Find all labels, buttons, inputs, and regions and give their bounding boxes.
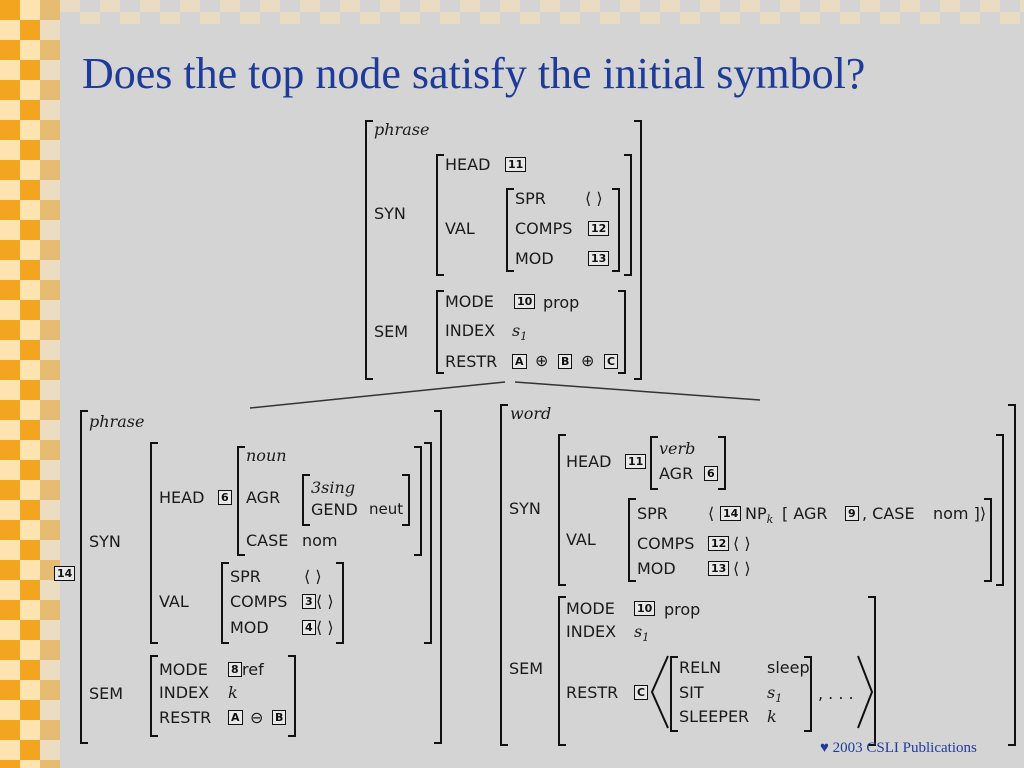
left-mode-value: ref	[242, 660, 264, 679]
right-avm-left-bracket	[500, 404, 508, 746]
heart-icon: ♥	[820, 740, 829, 756]
left-agr-type: 3sing	[311, 478, 356, 497]
left-val-label: VAL	[159, 592, 189, 611]
left-agr-left-bracket	[302, 474, 310, 526]
left-avm-right-bracket	[434, 410, 442, 744]
right-sit-label: SIT	[679, 683, 704, 702]
right-mod-label: MOD	[637, 559, 676, 578]
top-avm-left-bracket	[365, 120, 373, 380]
right-head-label: HEAD	[566, 452, 612, 471]
right-restr-ellipsis: , . . .	[818, 684, 854, 703]
left-syn-right-bracket	[424, 442, 432, 644]
left-gend-value: neut	[369, 500, 404, 518]
top-head-tag: 11	[505, 157, 526, 172]
footer-copyright	[820, 740, 977, 757]
right-sleeper-value: k	[767, 707, 777, 726]
top-oplus-1: ⊕	[535, 351, 549, 370]
left-agr-right-bracket	[402, 474, 410, 526]
top-syn-left-bracket	[436, 154, 444, 276]
right-mode-tag: 10	[634, 601, 655, 616]
left-sem-left-bracket	[150, 655, 158, 737]
right-val-left-bracket	[628, 498, 636, 582]
top-index-value: $s_1$	[512, 321, 528, 344]
top-spr-label: SPR	[515, 189, 546, 208]
left-head-label: HEAD	[159, 488, 205, 507]
left-head-type: noun	[246, 446, 287, 465]
left-mod-value: ⟨ ⟩	[316, 618, 334, 637]
right-spr-agr: [ AGR	[782, 504, 828, 523]
left-syn-label: SYN	[89, 532, 121, 551]
top-restr-label: RESTR	[445, 352, 498, 371]
right-head-right-bracket	[718, 436, 726, 490]
right-index-value: $s_1$	[634, 622, 650, 645]
left-case-value: nom	[302, 531, 338, 550]
left-val-right-bracket	[336, 562, 344, 644]
top-index-label: INDEX	[445, 321, 496, 340]
right-sit-value: $s_1$	[767, 683, 783, 706]
left-head-right-bracket	[414, 446, 422, 556]
left-val-left-bracket	[221, 562, 229, 644]
top-val-left-bracket	[506, 188, 514, 272]
top-avm-right-bracket	[634, 120, 642, 380]
left-index-value: k	[228, 683, 238, 702]
top-sem-label: SEM	[374, 322, 409, 341]
left-spr-value: ⟨ ⟩	[304, 567, 322, 586]
right-head-left-bracket	[650, 436, 658, 490]
top-mod-label: MOD	[515, 249, 554, 268]
right-restr-label: RESTR	[566, 683, 619, 702]
right-avm-right-bracket	[1008, 404, 1016, 746]
top-mode-value: prop	[543, 293, 580, 312]
top-head-label: HEAD	[445, 155, 491, 174]
left-syn-left-bracket	[150, 442, 158, 644]
left-restr-label: RESTR	[159, 708, 212, 727]
left-restr-b-tag: B	[272, 710, 286, 725]
left-mod-label: MOD	[230, 618, 269, 637]
right-spr-open: ⟨	[708, 504, 715, 523]
right-spr-np: $NP_k$	[745, 504, 774, 527]
footer-text: 2003 CSLI Publications	[832, 740, 977, 756]
left-index-label: INDEX	[159, 683, 210, 702]
right-mod-tag: 13	[708, 561, 729, 576]
right-comps-value: ⟨ ⟩	[733, 534, 751, 553]
left-gend-label: GEND	[311, 500, 358, 519]
right-sem-right-bracket	[868, 596, 876, 746]
top-val-label: VAL	[445, 219, 475, 238]
top-mod-tag: 13	[588, 251, 609, 266]
right-type: word	[510, 404, 552, 423]
left-agr-label: AGR	[246, 488, 281, 507]
right-sleeper-label: SLEEPER	[679, 707, 750, 726]
right-sem-label: SEM	[509, 659, 544, 678]
top-restr-b-tag: B	[558, 354, 572, 369]
left-sem-right-bracket	[288, 655, 296, 737]
top-comps-tag: 12	[588, 221, 609, 236]
right-head-tag: 11	[625, 454, 646, 469]
right-restr-tag: C	[634, 685, 648, 700]
top-mode-label: MODE	[445, 292, 494, 311]
left-ominus: ⊖	[250, 708, 264, 727]
right-restr-inner-left-bracket	[670, 656, 678, 732]
left-node-tag: 14	[54, 566, 75, 581]
left-type: phrase	[89, 412, 145, 431]
right-agr-label: AGR	[659, 464, 694, 483]
top-type: phrase	[374, 120, 430, 139]
right-mode-value: prop	[664, 600, 701, 619]
right-agr-tag: 6	[704, 466, 718, 481]
top-syn-right-bracket	[624, 154, 632, 276]
top-spr-value: ⟨ ⟩	[585, 189, 603, 208]
right-mod-value: ⟨ ⟩	[733, 559, 751, 578]
left-restr-a-tag: A	[228, 710, 243, 725]
right-spr-agr-tag: 9	[845, 506, 859, 521]
right-mode-label: MODE	[566, 599, 615, 618]
right-syn-left-bracket	[558, 434, 566, 586]
left-sem-label: SEM	[89, 684, 124, 703]
top-sem-right-bracket	[618, 290, 626, 374]
top-restr-c-tag: C	[604, 354, 618, 369]
left-case-label: CASE	[246, 531, 289, 550]
left-comps-value: ⟨ ⟩	[316, 592, 334, 611]
right-comps-label: COMPS	[637, 534, 695, 553]
right-index-label: INDEX	[566, 622, 617, 641]
top-oplus-2: ⊕	[581, 351, 595, 370]
right-sem-left-bracket	[558, 596, 566, 746]
left-comps-label: COMPS	[230, 592, 288, 611]
right-spr-label: SPR	[637, 504, 668, 523]
top-val-right-bracket	[612, 188, 620, 272]
left-comps-tag: 3	[302, 594, 316, 609]
left-head-left-bracket	[237, 446, 245, 556]
right-comps-tag: 12	[708, 536, 729, 551]
left-mod-tag: 4	[302, 620, 316, 635]
right-val-label: VAL	[566, 530, 596, 549]
right-head-type: verb	[659, 439, 696, 458]
right-reln-value: sleep	[767, 658, 810, 677]
left-avm-left-bracket	[80, 410, 88, 744]
left-spr-label: SPR	[230, 567, 261, 586]
right-syn-label: SYN	[509, 499, 541, 518]
top-sem-left-bracket	[436, 290, 444, 374]
right-syn-right-bracket	[996, 434, 1004, 586]
left-mode-label: MODE	[159, 660, 208, 679]
right-reln-label: RELN	[679, 658, 722, 677]
page-title: Does the top node satisfy the initial symbol?	[82, 49, 866, 98]
right-spr-tag: 14	[720, 506, 741, 521]
top-comps-label: COMPS	[515, 219, 573, 238]
top-mode-tag: 10	[514, 294, 535, 309]
left-head-tag: 6	[218, 490, 232, 505]
top-restr-a-tag: A	[512, 354, 527, 369]
top-syn-label: SYN	[374, 204, 406, 223]
left-mode-tag: 8	[228, 662, 242, 677]
right-spr-case: , CASE	[862, 504, 915, 523]
right-spr-case-value: nom ]⟩	[933, 504, 987, 523]
